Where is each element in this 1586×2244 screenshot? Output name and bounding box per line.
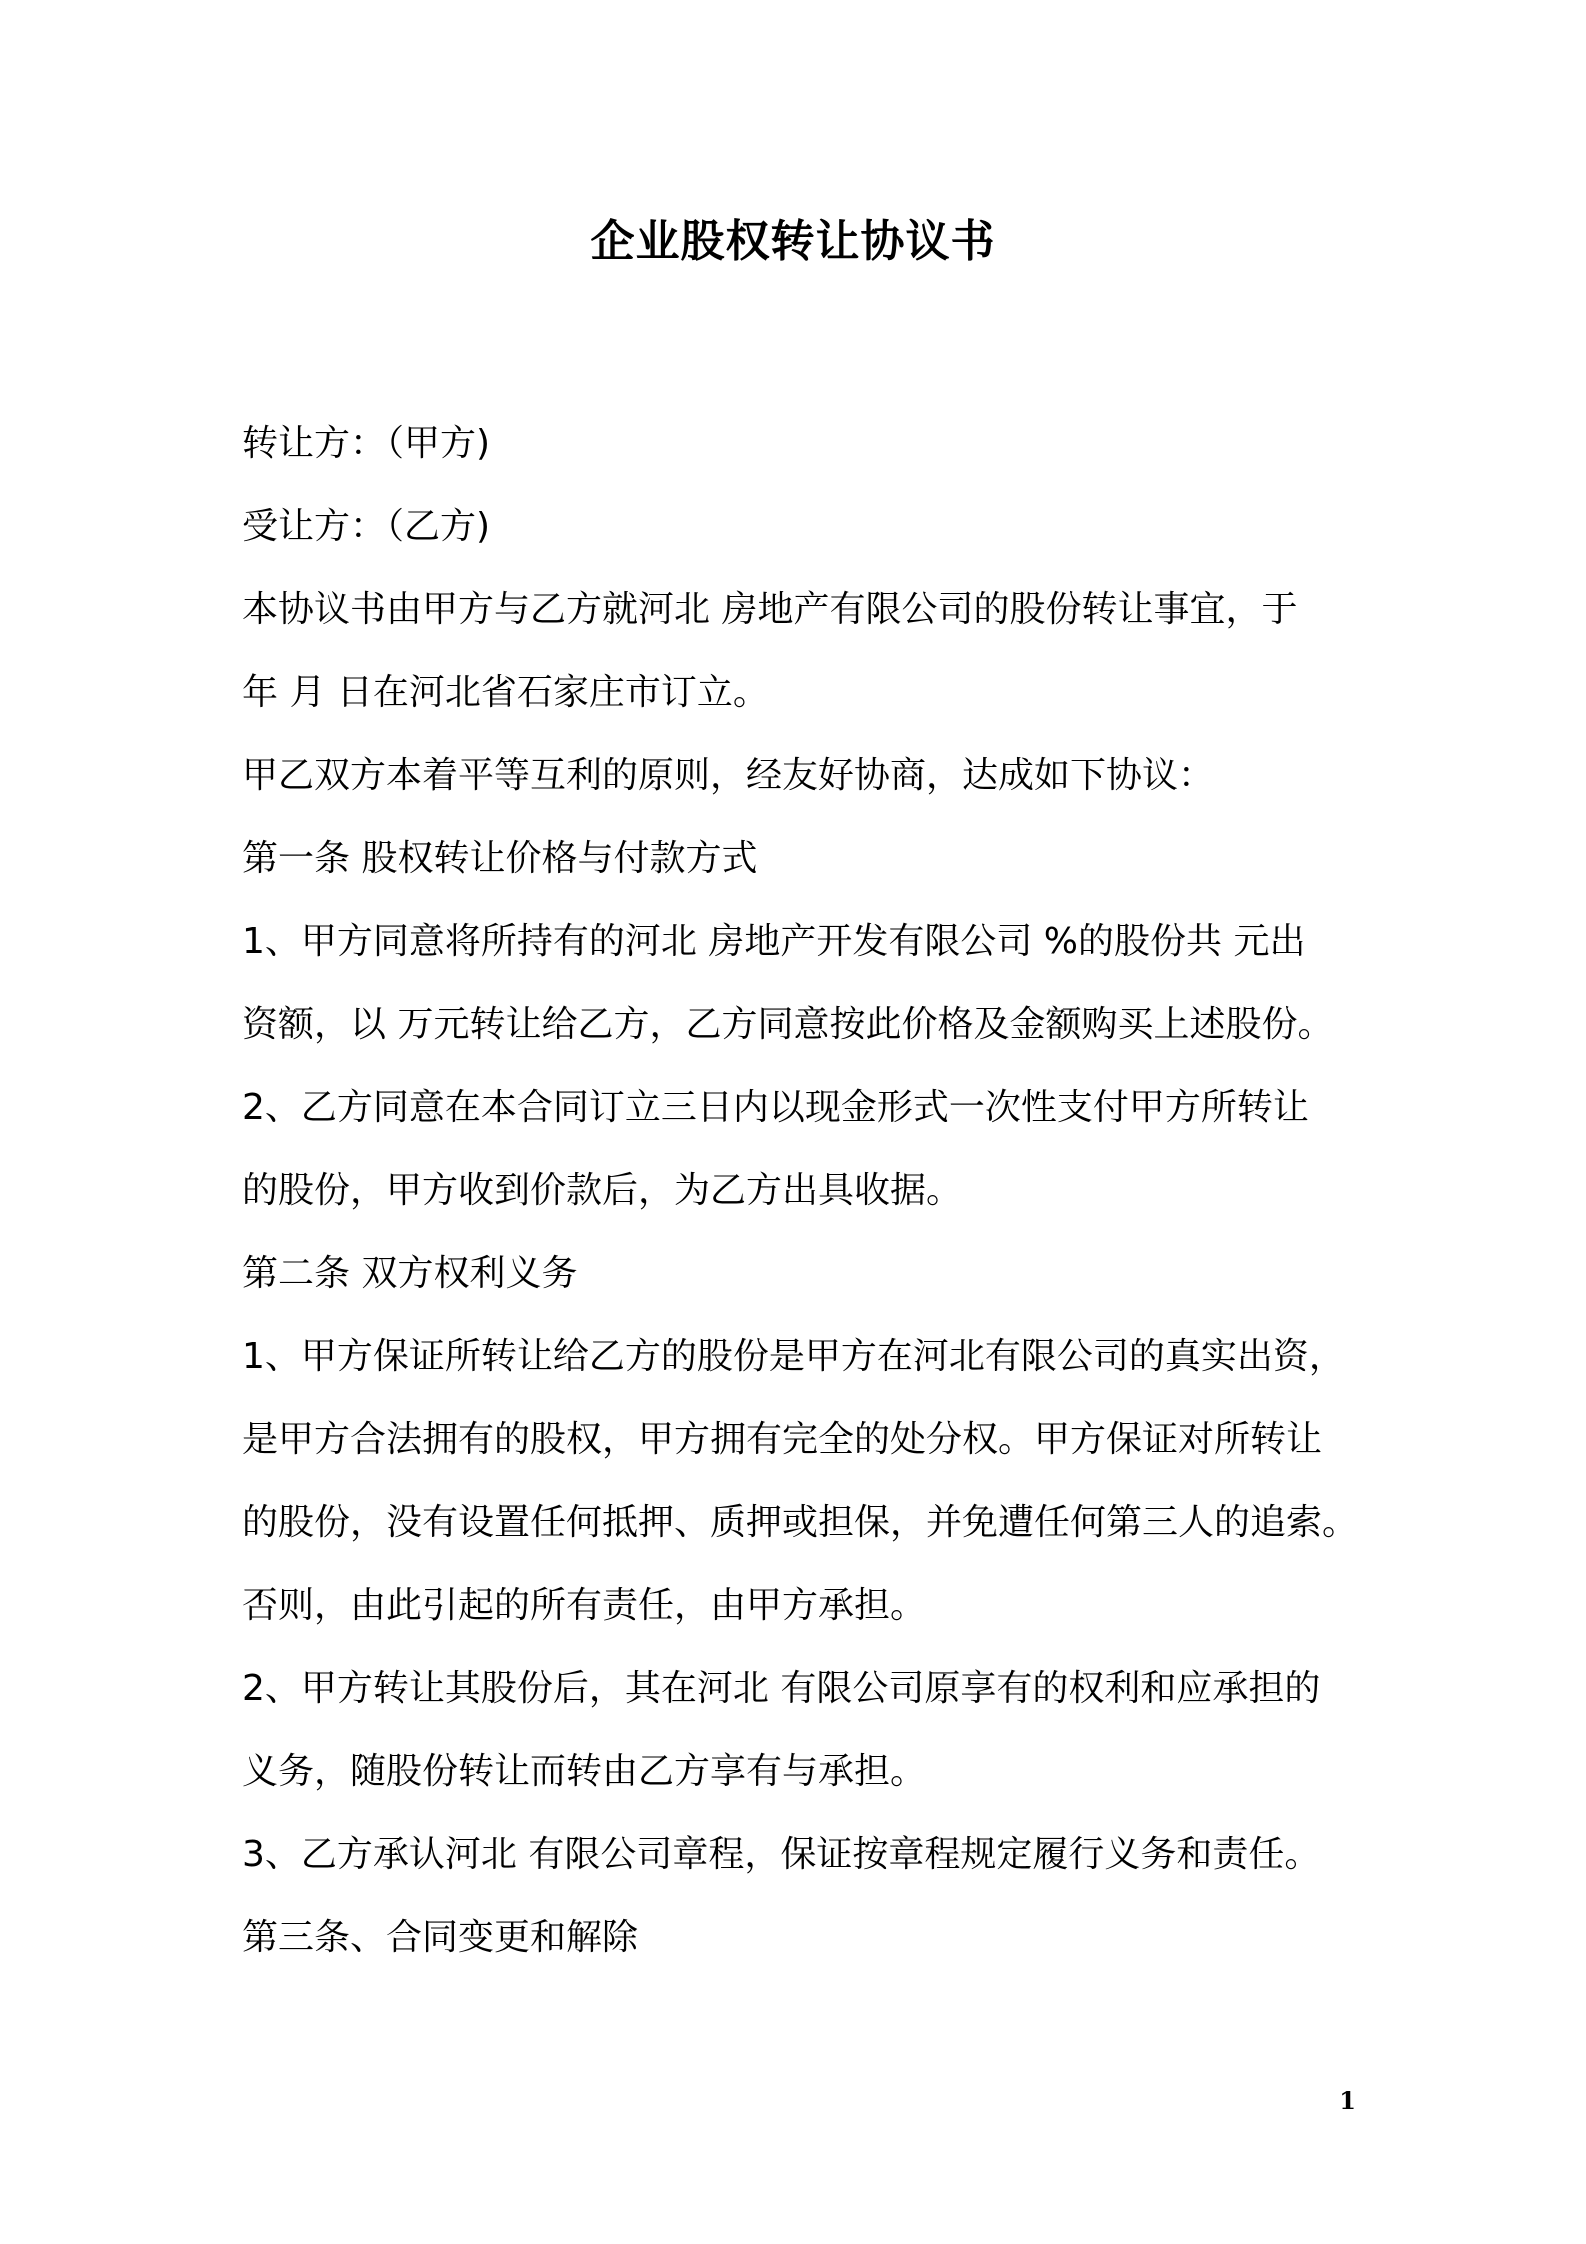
paragraph-line: 否则，由此引起的所有责任，由甲方承担。	[242, 1585, 927, 1626]
paragraph-line: 是甲方合法拥有的股权，甲方拥有完全的处分权。甲方保证对所转让	[242, 1419, 1323, 1460]
paragraph-line: 义务，随股份转让而转由乙方享有与承担。	[242, 1751, 927, 1792]
paragraph-line: 的股份，没有设置任何抵押、质押或担保，并免遭任何第三人的追索。	[242, 1502, 1359, 1543]
paragraph-line: 本协议书由甲方与乙方就河北 房地产有限公司的股份转让事宜，于	[242, 589, 1298, 630]
paragraph-line: 的股份，甲方收到价款后，为乙方出具收据。	[242, 1170, 963, 1211]
paragraph-line: 资额，以 万元转让给乙方，乙方同意按此价格及金额购买上述股份。	[242, 1004, 1334, 1045]
article-heading: 第一条 股权转让价格与付款方式	[242, 838, 758, 879]
paragraph-line: 3、乙方承认河北 有限公司章程，保证按章程规定履行义务和责任。	[242, 1834, 1321, 1875]
page-number: 1	[1339, 2086, 1356, 2115]
paragraph-line: 2、乙方同意在本合同订立三日内以现金形式一次性支付甲方所转让	[242, 1087, 1309, 1128]
article-heading: 第二条 双方权利义务	[242, 1253, 578, 1294]
document-body	[242, 402, 1372, 1979]
paragraph-line: 2、甲方转让其股份后，其在河北 有限公司原享有的权利和应承担的	[242, 1668, 1321, 1709]
article-heading: 第三条、合同变更和解除	[242, 1917, 639, 1958]
paragraph-line: 甲乙双方本着平等互利的原则，经友好协商，达成如下协议：	[242, 755, 1215, 796]
party-transferor-line: 转让方：（甲方)	[242, 423, 491, 464]
paragraph-line: 1、甲方同意将所持有的河北 房地产开发有限公司 %的股份共 元出	[242, 921, 1306, 962]
paragraph-line: 1、甲方保证所转让给乙方的股份是甲方在河北有限公司的真实出资，	[242, 1336, 1345, 1377]
paragraph-line: 年 月 日在河北省石家庄市订立。	[242, 672, 769, 713]
party-transferee-line: 受让方：（乙方)	[242, 506, 491, 547]
document-title: 企业股权转让协议书	[590, 216, 996, 267]
